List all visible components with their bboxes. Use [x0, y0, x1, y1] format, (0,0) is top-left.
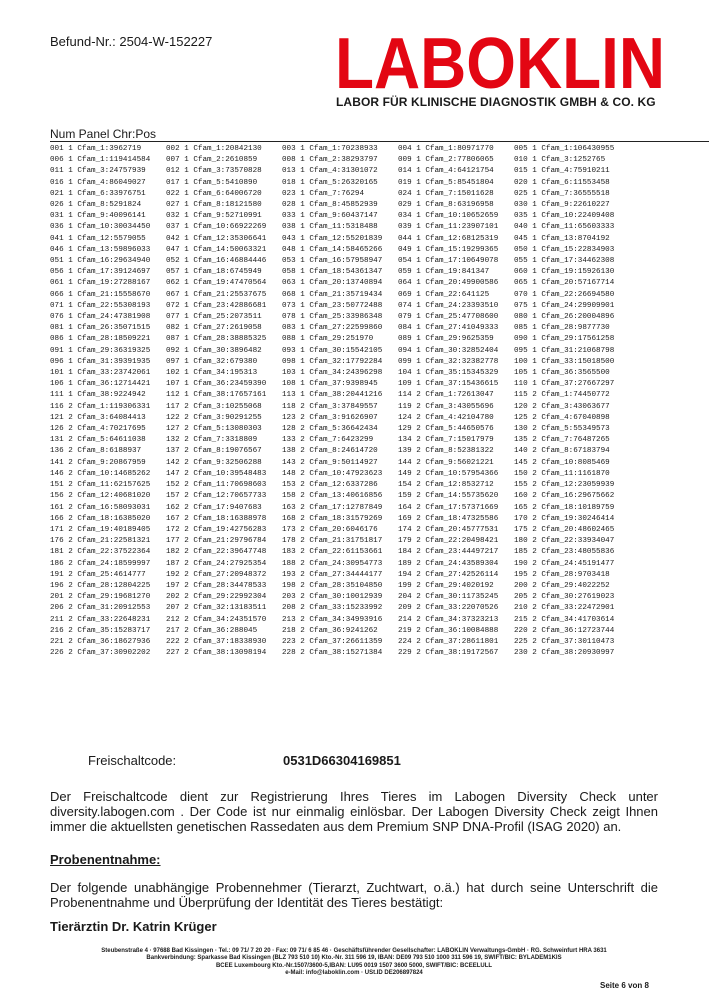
snp-cell: 047 1 Cfam_14:50063321 [166, 245, 267, 254]
snp-row [50, 312, 630, 323]
snp-cell: 105 1 Cfam_36:3565500 [514, 369, 610, 378]
snp-cell: 069 1 Cfam_22:641125 [398, 290, 490, 299]
befund-number: Befund-Nr.: 2504-W-152227 [50, 34, 213, 49]
snp-cell: 041 1 Cfam_12:5579055 [50, 234, 146, 243]
snp-cell: 064 1 Cfam_20:49900586 [398, 279, 499, 288]
snp-row [50, 559, 630, 570]
snp-cell: 051 1 Cfam_16:29634940 [50, 257, 151, 266]
snp-cell: 203 2 Cfam_30:10012939 [282, 593, 383, 602]
snp-cell: 027 1 Cfam_8:18121580 [166, 201, 262, 210]
snp-cell: 088 1 Cfam_29:251970 [282, 335, 374, 344]
snp-cell: 017 1 Cfam_5:5410890 [166, 178, 258, 187]
snp-cell: 025 1 Cfam_7:36555518 [514, 189, 610, 198]
snp-row [50, 592, 630, 603]
snp-cell: 110 1 Cfam_37:27667297 [514, 380, 615, 389]
snp-cell: 049 1 Cfam_15:19299365 [398, 245, 499, 254]
snp-cell: 119 2 Cfam_3:43055696 [398, 402, 494, 411]
snp-row [50, 570, 630, 581]
snp-cell: 080 1 Cfam_26:20004896 [514, 313, 615, 322]
snp-cell: 161 2 Cfam_16:58093031 [50, 503, 151, 512]
snp-row [50, 278, 630, 289]
logo-wordmark: LABOKLIN [335, 28, 665, 92]
snp-row [50, 581, 630, 592]
snp-row [50, 637, 630, 648]
snp-cell: 053 1 Cfam_16:57958947 [282, 257, 383, 266]
snp-cell: 142 2 Cfam_9:32506288 [166, 458, 262, 467]
snp-cell: 074 1 Cfam_24:23393510 [398, 301, 499, 310]
snp-cell: 061 1 Cfam_19:27288167 [50, 279, 151, 288]
snp-cell: 089 1 Cfam_29:9625359 [398, 335, 494, 344]
snp-cell: 176 2 Cfam_21:22581321 [50, 537, 151, 546]
snp-cell: 098 1 Cfam_32:17792284 [282, 357, 383, 366]
snp-cell: 115 2 Cfam_1:74450772 [514, 391, 610, 400]
snp-cell: 148 2 Cfam_10:47923623 [282, 469, 383, 478]
snp-cell: 085 1 Cfam_28:9877730 [514, 324, 610, 333]
snp-cell: 187 2 Cfam_24:27925354 [166, 559, 267, 568]
snp-cell: 159 2 Cfam_14:55735620 [398, 492, 499, 501]
snp-cell: 211 2 Cfam_33:22648231 [50, 615, 151, 624]
snp-row [50, 368, 630, 379]
snp-row [50, 155, 630, 166]
snp-cell: 062 1 Cfam_19:47470564 [166, 279, 267, 288]
snp-row [50, 166, 630, 177]
snp-cell: 052 1 Cfam_16:46884446 [166, 257, 267, 266]
snp-cell: 109 1 Cfam_37:15436615 [398, 380, 499, 389]
snp-cell: 212 2 Cfam_34:24351570 [166, 615, 267, 624]
snp-row [50, 480, 630, 491]
snp-cell: 073 1 Cfam_23:50772488 [282, 301, 383, 310]
snp-cell: 042 1 Cfam_12:35306641 [166, 234, 267, 243]
snp-cell: 126 2 Cfam_4:70217695 [50, 425, 146, 434]
snp-cell: 081 1 Cfam_26:35071515 [50, 324, 151, 333]
snp-cell: 037 1 Cfam_10:66922269 [166, 223, 267, 232]
snp-cell: 077 1 Cfam_25:2073511 [166, 313, 262, 322]
snp-cell: 001 1 Cfam_1:3962719 [50, 145, 142, 153]
snp-cell: 197 2 Cfam_28:34478533 [166, 581, 267, 590]
snp-cell: 168 2 Cfam_18:31579269 [282, 514, 383, 523]
snp-cell: 191 2 Cfam_25:4614777 [50, 570, 146, 579]
snp-cell: 015 1 Cfam_4:75910211 [514, 167, 610, 176]
snp-cell: 230 2 Cfam_38:20930997 [514, 649, 615, 658]
snp-cell: 140 2 Cfam_8:67183794 [514, 447, 610, 456]
snp-row [50, 402, 630, 413]
probenentnahme-heading: Probenentnahme: [50, 852, 161, 867]
snp-row [50, 525, 630, 536]
snp-cell: 021 1 Cfam_6:33976751 [50, 189, 146, 198]
snp-cell: 141 2 Cfam_9:20867959 [50, 458, 146, 467]
snp-cell: 059 1 Cfam_19:841347 [398, 268, 490, 277]
snp-cell: 018 1 Cfam_5:26320165 [282, 178, 378, 187]
snp-cell: 209 2 Cfam_33:22070526 [398, 604, 499, 613]
snp-row [50, 491, 630, 502]
snp-cell: 213 2 Cfam_34:34993916 [282, 615, 383, 624]
snp-cell: 022 1 Cfam_6:64006720 [166, 189, 262, 198]
snp-cell: 173 2 Cfam_20:6046176 [282, 525, 378, 534]
snp-cell: 185 2 Cfam_23:48055836 [514, 548, 615, 557]
snp-cell: 056 1 Cfam_17:39124697 [50, 268, 151, 277]
snp-cell: 120 2 Cfam_3:43063677 [514, 402, 610, 411]
snp-cell: 207 2 Cfam_32:13183511 [166, 604, 267, 613]
snp-cell: 112 1 Cfam_38:17657161 [166, 391, 267, 400]
snp-cell: 210 2 Cfam_33:22472901 [514, 604, 615, 613]
snp-cell: 016 1 Cfam_4:86049027 [50, 178, 146, 187]
snp-cell: 220 2 Cfam_36:12723744 [514, 626, 615, 635]
snp-row [50, 234, 630, 245]
snp-cell: 024 1 Cfam_7:15011628 [398, 189, 494, 198]
snp-cell: 106 1 Cfam_36:12714421 [50, 380, 151, 389]
snp-cell: 186 2 Cfam_24:18599997 [50, 559, 151, 568]
snp-cell: 158 2 Cfam_13:40616856 [282, 492, 383, 501]
snp-cell: 038 1 Cfam_11:5318488 [282, 223, 378, 232]
snp-cell: 067 1 Cfam_21:25537675 [166, 290, 267, 299]
snp-cell: 091 1 Cfam_29:36319325 [50, 346, 151, 355]
snp-cell: 218 2 Cfam_36:9241262 [282, 626, 378, 635]
snp-row [50, 346, 630, 357]
snp-cell: 201 2 Cfam_29:19681270 [50, 593, 151, 602]
snp-cell: 129 2 Cfam_5:44650576 [398, 425, 494, 434]
snp-cell: 104 1 Cfam_35:15345329 [398, 369, 499, 378]
footer-bank: Bankverbindung: Sparkasse Bad Kissingen (BLZ 793 510 10) Kto.-Nr. 311 596 19, IBAN: DE09 793 510 1000 311 596 19, SWIFT/BIC: BYLADEM1KIS [146, 955, 562, 962]
snp-cell: 157 2 Cfam_12:70657733 [166, 492, 267, 501]
page-footer [70, 948, 638, 978]
snp-cell: 086 1 Cfam_28:18509221 [50, 335, 151, 344]
snp-cell: 054 1 Cfam_17:10649078 [398, 257, 499, 266]
snp-cell: 216 2 Cfam_35:15283717 [50, 626, 151, 635]
snp-cell: 170 2 Cfam_19:30246414 [514, 514, 615, 523]
snp-cell: 206 2 Cfam_31:20912553 [50, 604, 151, 613]
snp-row [50, 189, 630, 200]
snp-cell: 093 1 Cfam_30:15542105 [282, 346, 383, 355]
snp-cell: 048 1 Cfam_14:58465266 [282, 245, 383, 254]
snp-cell: 006 1 Cfam_1:119414584 [50, 156, 151, 165]
snp-cell: 156 2 Cfam_12:40681020 [50, 492, 151, 501]
snp-cell: 083 1 Cfam_27:22599860 [282, 324, 383, 333]
snp-cell: 065 1 Cfam_20:57167714 [514, 279, 615, 288]
snp-row [50, 547, 630, 558]
snp-cell: 026 1 Cfam_8:5291824 [50, 201, 142, 210]
snp-cell: 023 1 Cfam_7:76294 [282, 189, 365, 198]
snp-cell: 035 1 Cfam_10:22409408 [514, 212, 615, 221]
snp-row [50, 323, 630, 334]
snp-cell: 034 1 Cfam_10:10652659 [398, 212, 499, 221]
snp-row [50, 603, 630, 614]
snp-cell: 143 2 Cfam_9:50114927 [282, 458, 378, 467]
snp-cell: 031 1 Cfam_9:40096141 [50, 212, 146, 221]
snp-cell: 174 2 Cfam_20:45777531 [398, 525, 499, 534]
snp-cell: 060 1 Cfam_19:15926130 [514, 268, 615, 277]
snp-cell: 138 2 Cfam_8:24614720 [282, 447, 378, 456]
snp-cell: 114 2 Cfam_1:72613047 [398, 391, 494, 400]
snp-row [50, 615, 630, 626]
snp-row [50, 424, 630, 435]
snp-cell: 228 2 Cfam_38:15271384 [282, 649, 383, 658]
snp-cell: 175 2 Cfam_20:48602465 [514, 525, 615, 534]
snp-cell: 090 1 Cfam_29:17561258 [514, 335, 615, 344]
snp-cell: 002 1 Cfam_1:20842130 [166, 145, 262, 153]
snp-cell: 162 2 Cfam_17:9407683 [166, 503, 262, 512]
snp-cell: 199 2 Cfam_29:4020192 [398, 581, 494, 590]
snp-cell: 082 1 Cfam_27:2619058 [166, 324, 262, 333]
snp-cell: 214 2 Cfam_34:37323213 [398, 615, 499, 624]
snp-cell: 078 1 Cfam_25:33986348 [282, 313, 383, 322]
snp-cell: 100 1 Cfam_33:15018500 [514, 357, 615, 366]
snp-cell: 172 2 Cfam_19:42756283 [166, 525, 267, 534]
snp-cell: 125 2 Cfam_4:67040898 [514, 413, 610, 422]
snp-cell: 063 1 Cfam_20:13740894 [282, 279, 383, 288]
snp-row [50, 301, 630, 312]
snp-row [50, 200, 630, 211]
snp-cell: 204 2 Cfam_30:11735245 [398, 593, 499, 602]
snp-row [50, 458, 630, 469]
snp-cell: 123 2 Cfam_3:91626907 [282, 413, 378, 422]
snp-cell: 208 2 Cfam_33:15233992 [282, 604, 383, 613]
snp-cell: 154 2 Cfam_12:8532712 [398, 481, 494, 490]
snp-cell: 057 1 Cfam_18:6745949 [166, 268, 262, 277]
snp-cell: 070 1 Cfam_22:26694580 [514, 290, 615, 299]
snp-cell: 011 1 Cfam_3:24757939 [50, 167, 146, 176]
snp-cell: 144 2 Cfam_9:56021221 [398, 458, 494, 467]
snp-cell: 195 2 Cfam_28:9703418 [514, 570, 610, 579]
snp-cell: 094 1 Cfam_30:32852404 [398, 346, 499, 355]
snp-cell: 127 2 Cfam_5:13080303 [166, 425, 262, 434]
snp-cell: 097 1 Cfam_32:679380 [166, 357, 258, 366]
snp-cell: 033 1 Cfam_9:60437147 [282, 212, 378, 221]
snp-cell: 132 2 Cfam_7:3318809 [166, 436, 258, 445]
snp-cell: 133 2 Cfam_7:6423299 [282, 436, 374, 445]
snp-cell: 190 2 Cfam_24:45191477 [514, 559, 615, 568]
snp-cell: 183 2 Cfam_22:61153661 [282, 548, 383, 557]
snp-cell: 179 2 Cfam_22:20498421 [398, 537, 499, 546]
freischaltcode-description: Der Freischaltcode dient zur Registrierung Ihres Tieres im Labogen Diversity Check unter diversity.labogen.com . Der Code ist nur einmalig einlösbar. Der Labogen Diversity Check zeigt Ihnen immer die aktuellsten genetischen Rassedaten aus dem Premium SNP DNA-Profil (ISAG 2020) an. [50, 789, 658, 834]
snp-cell: 116 2 Cfam_1:119306331 [50, 402, 151, 411]
snp-cell: 122 2 Cfam_3:90291255 [166, 413, 262, 422]
snp-cell: 101 1 Cfam_33:23742061 [50, 369, 151, 378]
snp-cell: 136 2 Cfam_8:6188937 [50, 447, 142, 456]
snp-cell: 050 1 Cfam_15:22834903 [514, 245, 615, 254]
snp-cell: 029 1 Cfam_8:63196958 [398, 201, 494, 210]
snp-cell: 013 1 Cfam_4:31301072 [282, 167, 378, 176]
snp-cell: 177 2 Cfam_21:29796784 [166, 537, 267, 546]
snp-cell: 200 2 Cfam_29:4022252 [514, 581, 610, 590]
snp-cell: 193 2 Cfam_27:34444177 [282, 570, 383, 579]
snp-cell: 014 1 Cfam_4:64121754 [398, 167, 494, 176]
snp-cell: 153 2 Cfam_12:6337286 [282, 481, 378, 490]
snp-cell: 196 2 Cfam_28:12804225 [50, 581, 151, 590]
footer-bank-lux: BCEE Luxembourg Kto.-Nr.1507/3600-5,IBAN: LU95 0019 1507 3600 5000, SWIFT/BIC: BCEELULL [215, 962, 493, 969]
snp-cell: 160 2 Cfam_16:29675662 [514, 492, 615, 501]
snp-table [50, 144, 630, 659]
snp-cell: 040 1 Cfam_11:65603333 [514, 223, 615, 232]
snp-cell: 152 2 Cfam_11:70698603 [166, 481, 267, 490]
snp-cell: 009 1 Cfam_2:77806065 [398, 156, 494, 165]
snp-row [50, 514, 630, 525]
snp-cell: 030 1 Cfam_9:22610227 [514, 201, 610, 210]
snp-cell: 012 1 Cfam_3:73570828 [166, 167, 262, 176]
snp-cell: 068 1 Cfam_21:35719434 [282, 290, 383, 299]
snp-row [50, 334, 630, 345]
freischaltcode-value: 0531D66304169851 [283, 753, 401, 768]
snp-cell: 146 2 Cfam_10:14685262 [50, 469, 151, 478]
snp-row [50, 245, 630, 256]
snp-cell: 181 2 Cfam_22:37522364 [50, 548, 151, 557]
snp-cell: 004 1 Cfam_1:80971770 [398, 145, 494, 153]
snp-cell: 045 1 Cfam_13:8704192 [514, 234, 610, 243]
snp-cell: 198 2 Cfam_28:35104850 [282, 581, 383, 590]
snp-cell: 130 2 Cfam_5:55349573 [514, 425, 610, 434]
snp-cell: 189 2 Cfam_24:43589304 [398, 559, 499, 568]
snp-cell: 039 1 Cfam_11:23907101 [398, 223, 499, 232]
snp-cell: 111 1 Cfam_38:9224942 [50, 391, 146, 400]
snp-cell: 215 2 Cfam_34:41703614 [514, 615, 615, 624]
snp-cell: 117 2 Cfam_3:10255068 [166, 402, 262, 411]
snp-cell: 020 1 Cfam_6:11553458 [514, 178, 610, 187]
snp-cell: 167 2 Cfam_18:16388978 [166, 514, 267, 523]
snp-cell: 072 1 Cfam_23:42886681 [166, 301, 267, 310]
snp-cell: 103 1 Cfam_34:24396298 [282, 369, 383, 378]
lab-subtitle: LABOR FÜR KLINISCHE DIAGNOSTIK GMBH & CO. KG [336, 95, 656, 109]
snp-row [50, 413, 630, 424]
snp-cell: 169 2 Cfam_18:47325586 [398, 514, 499, 523]
snp-row [50, 256, 630, 267]
snp-cell: 135 2 Cfam_7:76487265 [514, 436, 610, 445]
snp-cell: 226 2 Cfam_37:30902202 [50, 649, 151, 658]
snp-cell: 046 1 Cfam_13:59896033 [50, 245, 151, 254]
snp-cell: 071 1 Cfam_22:55308193 [50, 301, 151, 310]
snp-cell: 188 2 Cfam_24:30954773 [282, 559, 383, 568]
snp-row [50, 267, 630, 278]
laboklin-logo [335, 28, 665, 92]
panel-title: Num Panel Chr:Pos [50, 127, 157, 141]
snp-row [50, 390, 630, 401]
snp-cell: 164 2 Cfam_17:57371669 [398, 503, 499, 512]
snp-row [50, 144, 630, 155]
snp-cell: 010 1 Cfam_3:1252765 [514, 156, 606, 165]
snp-cell: 102 1 Cfam_34:195313 [166, 369, 258, 378]
snp-cell: 079 1 Cfam_25:47708600 [398, 313, 499, 322]
snp-row [50, 357, 630, 368]
snp-row [50, 469, 630, 480]
snp-cell: 121 2 Cfam_3:64084413 [50, 413, 146, 422]
snp-row [50, 222, 630, 233]
snp-cell: 118 2 Cfam_3:37849557 [282, 402, 378, 411]
snp-cell: 008 1 Cfam_2:38293797 [282, 156, 378, 165]
snp-row [50, 379, 630, 390]
footer-address: Steubenstraße 4 · 97688 Bad Kissingen · Tel.: 09 71/ 7 20 20 · Fax: 09 71/ 6 85 46 · Geschäftsführender Gesellschafter: LABOKLIN Verwaltungs-GmbH · RG. Schweinfurt HRA 3631 [101, 948, 607, 954]
snp-cell: 055 1 Cfam_17:34462308 [514, 257, 615, 266]
snp-cell: 149 2 Cfam_10:57954366 [398, 469, 499, 478]
page-number: Seite 6 von 8 [600, 981, 649, 990]
snp-cell: 087 1 Cfam_28:38885325 [166, 335, 267, 344]
snp-cell: 221 2 Cfam_36:18627936 [50, 637, 151, 646]
snp-cell: 028 1 Cfam_8:45852939 [282, 201, 378, 210]
vet-name: Tierärztin Dr. Katrin Krüger [50, 919, 217, 934]
snp-cell: 171 2 Cfam_19:40189405 [50, 525, 151, 534]
snp-cell: 223 2 Cfam_37:26611359 [282, 637, 383, 646]
snp-cell: 043 1 Cfam_12:55201839 [282, 234, 383, 243]
snp-cell: 131 2 Cfam_5:64611038 [50, 436, 146, 445]
snp-cell: 180 2 Cfam_22:33934047 [514, 537, 615, 546]
snp-cell: 184 2 Cfam_23:44497217 [398, 548, 499, 557]
snp-cell: 099 1 Cfam_32:32382778 [398, 357, 499, 366]
snp-cell: 092 1 Cfam_30:3896482 [166, 346, 262, 355]
snp-row [50, 503, 630, 514]
snp-cell: 005 1 Cfam_1:106430955 [514, 145, 615, 153]
snp-cell: 036 1 Cfam_10:30034450 [50, 223, 151, 232]
snp-row [50, 178, 630, 189]
snp-cell: 076 1 Cfam_24:47381908 [50, 313, 151, 322]
snp-cell: 205 2 Cfam_30:27619023 [514, 593, 615, 602]
snp-row [50, 648, 630, 659]
snp-row [50, 626, 630, 637]
snp-cell: 194 2 Cfam_27:42526114 [398, 570, 499, 579]
snp-cell: 166 2 Cfam_18:16385020 [50, 514, 151, 523]
snp-cell: 007 1 Cfam_2:2610859 [166, 156, 258, 165]
snp-cell: 084 1 Cfam_27:41049333 [398, 324, 499, 333]
snp-cell: 066 1 Cfam_21:15558670 [50, 290, 151, 299]
snp-cell: 229 2 Cfam_38:19172567 [398, 649, 499, 658]
snp-row [50, 536, 630, 547]
snp-cell: 032 1 Cfam_9:52710991 [166, 212, 262, 221]
probenentnahme-text: Der folgende unabhängige Probennehmer (Tierarzt, Zuchtwart, o.ä.) hat durch seine Unterschrift die Probenentnahme und Überprüfung der Identität des Tieres bestätigt: [50, 880, 658, 910]
snp-cell: 147 2 Cfam_10:39548483 [166, 469, 267, 478]
snp-cell: 139 2 Cfam_8:52381322 [398, 447, 494, 456]
snp-cell: 151 2 Cfam_11:62157625 [50, 481, 151, 490]
snp-row [50, 211, 630, 222]
snp-cell: 108 1 Cfam_37:9398945 [282, 380, 378, 389]
snp-cell: 192 2 Cfam_27:20948372 [166, 570, 267, 579]
freischaltcode-label: Freischaltcode: [88, 753, 177, 768]
snp-cell: 163 2 Cfam_17:12787849 [282, 503, 383, 512]
snp-cell: 182 2 Cfam_22:39647748 [166, 548, 267, 557]
snp-cell: 224 2 Cfam_37:28611801 [398, 637, 499, 646]
snp-row [50, 290, 630, 301]
snp-cell: 058 1 Cfam_18:54361347 [282, 268, 383, 277]
snp-cell: 124 2 Cfam_4:42104780 [398, 413, 494, 422]
snp-row [50, 446, 630, 457]
footer-email: e-Mail: info@laboklin.com · USt.ID DE206897824 [285, 970, 423, 977]
snp-cell: 003 1 Cfam_1:70238933 [282, 145, 378, 153]
snp-cell: 222 2 Cfam_37:18338930 [166, 637, 267, 646]
header-rule [50, 141, 709, 142]
snp-cell: 044 1 Cfam_12:68125319 [398, 234, 499, 243]
snp-cell: 095 1 Cfam_31:21068798 [514, 346, 615, 355]
snp-cell: 150 2 Cfam_11:1161870 [514, 469, 610, 478]
snp-cell: 225 2 Cfam_37:30110473 [514, 637, 615, 646]
snp-cell: 019 1 Cfam_5:85451804 [398, 178, 494, 187]
snp-cell: 219 2 Cfam_36:10084888 [398, 626, 499, 635]
snp-cell: 145 2 Cfam_10:8085469 [514, 458, 610, 467]
snp-cell: 217 2 Cfam_36:288045 [166, 626, 258, 635]
snp-cell: 096 1 Cfam_31:39391935 [50, 357, 151, 366]
snp-cell: 137 2 Cfam_8:19076567 [166, 447, 262, 456]
snp-cell: 165 2 Cfam_18:10189759 [514, 503, 615, 512]
snp-cell: 155 2 Cfam_12:23059939 [514, 481, 615, 490]
snp-cell: 178 2 Cfam_21:31751817 [282, 537, 383, 546]
snp-cell: 113 1 Cfam_38:20441216 [282, 391, 383, 400]
snp-cell: 202 2 Cfam_29:22992304 [166, 593, 267, 602]
snp-cell: 128 2 Cfam_5:36642434 [282, 425, 378, 434]
snp-cell: 107 1 Cfam_36:23459390 [166, 380, 267, 389]
snp-cell: 227 2 Cfam_38:13098194 [166, 649, 267, 658]
snp-row [50, 435, 630, 446]
snp-cell: 134 2 Cfam_7:15017979 [398, 436, 494, 445]
snp-cell: 075 1 Cfam_24:29909901 [514, 301, 615, 310]
